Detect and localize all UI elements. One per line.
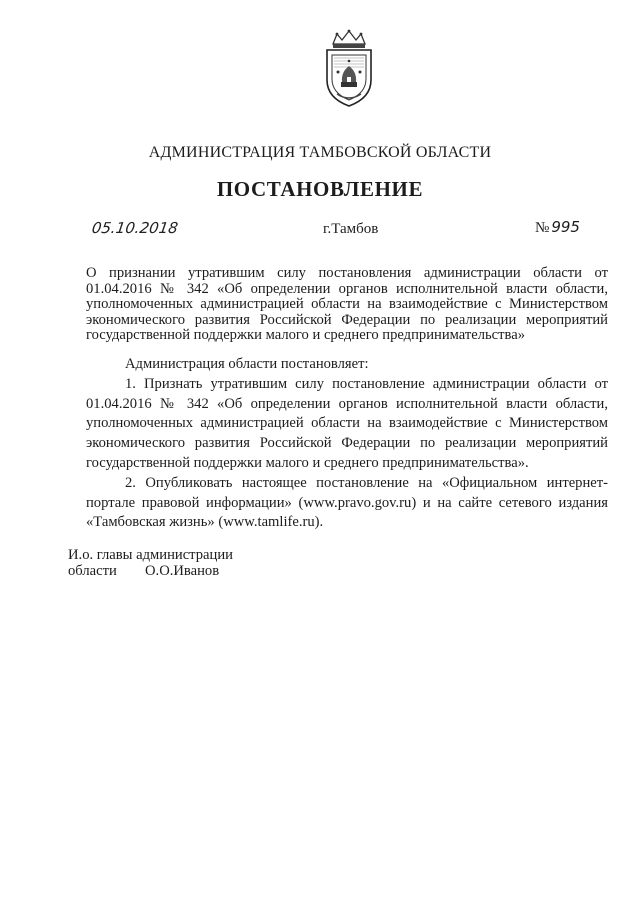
body-item: 1. Признать утратившим силу постановление администрации области от 01.04.2016 № 342 «Об определении органов исполнительной власти области, уполномоченных администрацией области на взаимодействие с Министерством экономического развития Российской Федерации по реализации мероприятий государственной поддержки малого и среднего предпринимательства». (86, 375, 608, 471)
tambov-coat-of-arms-icon (323, 28, 375, 110)
document-number: 995 (551, 218, 580, 236)
signatory-title: И.о. главы администрации (68, 547, 233, 563)
document-city: г.Тамбов (323, 221, 379, 237)
document-number-block (535, 218, 580, 237)
issuing-authority: АДМИНИСТРАЦИЯ ТАМБОВСКОЙ ОБЛАСТИ (148, 144, 492, 161)
number-sign: № (535, 220, 550, 236)
document-subject: О признании утратившим силу постановления администрации области от 01.04.2016 № 342 «Об определении органов исполнительной власти области, уполномоченных администрацией области на взаимодействие с Министерством экономического развития Российской Федерации по реализации мероприятий государственной поддержки малого и среднего предпринимательства» (86, 265, 608, 344)
signatory-name: О.О.Иванов (145, 563, 220, 579)
body-intro: Администрация области постановляет: (125, 356, 369, 372)
document-date: 05.10.2018 (90, 219, 180, 237)
body-item: 2. Опубликовать настоящее постановление на «Официальном интернет-портале правовой информации» (www.pravo.gov.ru) и на сайте сетевого издания «Тамбовская жизнь» (www.tamlife.ru). (86, 474, 608, 531)
document-body (86, 355, 608, 533)
document-type-title: ПОСТАНОВЛЕНИЕ (216, 177, 424, 201)
signatory-region: области (68, 563, 117, 579)
